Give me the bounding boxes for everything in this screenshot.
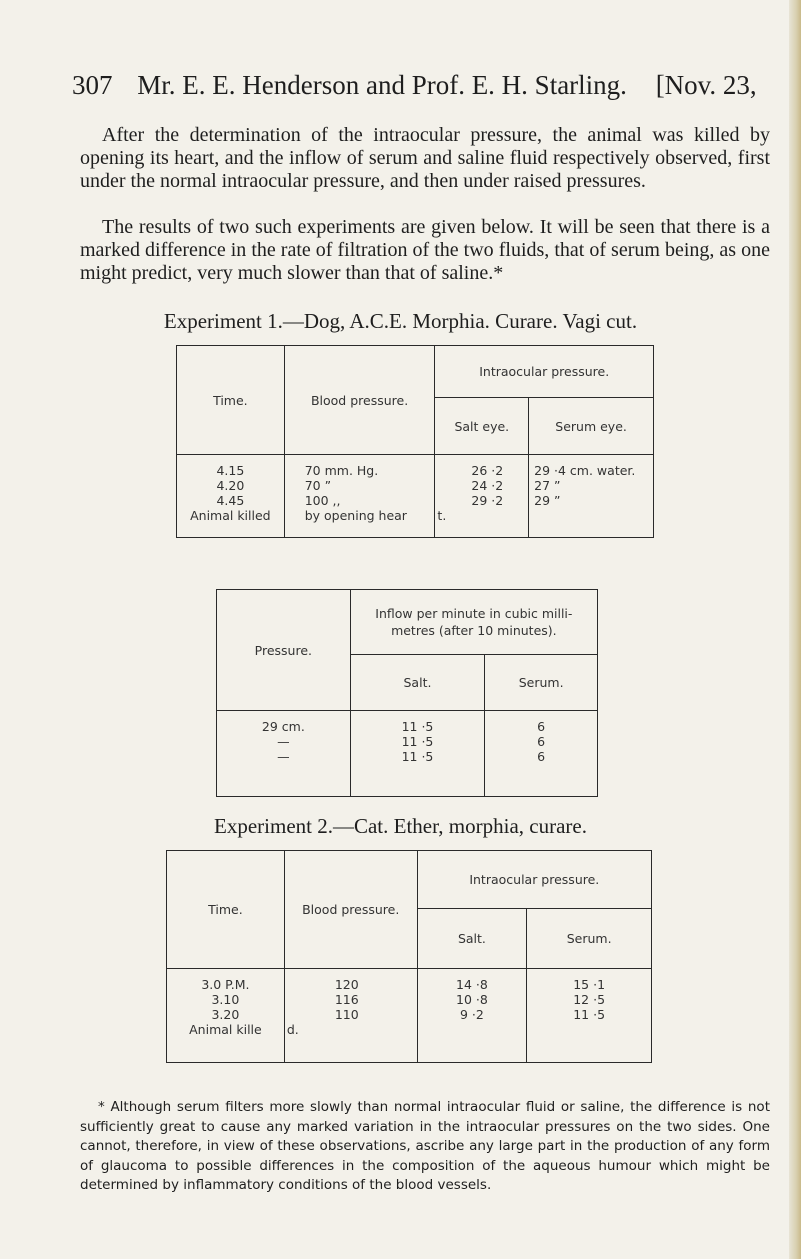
time-cell: Animal killed — [190, 508, 271, 523]
blood-pressure-cell: 100 ,, — [304, 493, 341, 508]
col-header-salt: Salt. — [350, 655, 485, 711]
salt-eye-column — [435, 455, 529, 538]
time-column — [177, 455, 285, 538]
time-cell: 4.45 — [216, 493, 245, 508]
serum-column — [527, 969, 652, 1063]
paragraph-1: After the determination of the intraocular pressure, the animal was killed by opening its heart, and the inflow of serum and saline fluid respectively observed, first under the normal intraocular pressure, and then under raised pressures. — [80, 124, 770, 192]
blood-pressure-cell: 120 — [334, 977, 359, 992]
running-header — [72, 70, 772, 101]
serum-eye-column — [529, 455, 654, 538]
serum-cell: 12 ·5 — [573, 992, 606, 1007]
serum-eye-cell: 29 ” — [534, 493, 561, 508]
col-header-blood-pressure: Blood pressure. — [284, 851, 417, 969]
experiment-1-pressure-table — [176, 345, 654, 538]
serum-eye-cell: 29 ·4 cm. water. — [534, 463, 636, 478]
running-title: Mr. E. E. Henderson and Prof. E. H. Starling. — [137, 70, 627, 100]
experiment-1-inflow-table — [216, 589, 598, 797]
salt-column — [417, 969, 527, 1063]
col-header-serum: Serum. — [485, 655, 598, 711]
blood-pressure-column — [284, 455, 435, 538]
col-header-serum-eye: Serum eye. — [529, 398, 654, 455]
salt-cell: 11 ·5 — [401, 749, 434, 764]
serum-cell: 15 ·1 — [573, 977, 606, 992]
salt-cell: 14 ·8 — [456, 977, 488, 992]
pressure-column — [217, 711, 351, 797]
time-column — [167, 969, 285, 1063]
col-header-intraocular-pressure: Intraocular pressure. — [417, 851, 651, 909]
col-header-intraocular-pressure: Intraocular pressure. — [435, 346, 654, 398]
paragraph-2: The results of two such experiments are given below. It will be seen that there is a marked difference in the rate of filtration of the two fluids, that of serum being, as one might predict, very much slower than that of saline.* — [80, 216, 770, 284]
serum-cell: 6 — [537, 719, 546, 734]
issue-date: [Nov. 23, — [655, 70, 757, 100]
pressure-cell: — — [277, 734, 290, 749]
page-number: 307 — [72, 70, 113, 100]
blood-pressure-cell: 116 — [334, 992, 359, 1007]
col-header-time: Time. — [177, 346, 285, 455]
blood-pressure-cell: 110 — [334, 1007, 359, 1022]
salt-eye-cell: 29 ·2 — [471, 493, 504, 508]
blood-pressure-cell: by opening hear — [304, 508, 407, 523]
pressure-cell: — — [277, 749, 290, 764]
serum-cell: 6 — [537, 734, 546, 749]
time-cell: 3.0 P.M. — [201, 977, 250, 992]
salt-cell: 11 ·5 — [401, 734, 434, 749]
serum-cell: 6 — [537, 749, 546, 764]
salt-cell: 11 ·5 — [401, 719, 434, 734]
pressure-cell: 29 cm. — [261, 719, 305, 734]
time-cell: 3.20 — [211, 1007, 240, 1022]
time-overflow: d. — [286, 1022, 299, 1037]
salt-cell: 10 ·8 — [456, 992, 488, 1007]
salt-column — [350, 711, 485, 797]
serum-eye-cell: 27 ” — [534, 478, 561, 493]
col-header-time: Time. — [167, 851, 285, 969]
serum-column — [485, 711, 598, 797]
time-cell: 4.15 — [216, 463, 245, 478]
col-header-inflow: Inflow per minute in cubic milli-metres (after 10 minutes). — [350, 590, 597, 655]
experiment-1-title: Experiment 1.—Dog, A.C.E. Morphia. Curare. Vagi cut. — [163, 309, 638, 333]
blood-pressure-cell: 70 mm. Hg. — [304, 463, 379, 478]
blood-pressure-overflow: t. — [437, 508, 447, 523]
time-cell: 3.10 — [211, 992, 240, 1007]
blood-pressure-column — [284, 969, 417, 1063]
time-cell: Animal kille — [189, 1022, 262, 1037]
col-header-blood-pressure: Blood pressure. — [284, 346, 435, 455]
col-header-salt-eye: Salt eye. — [435, 398, 529, 455]
footnote: * Although serum filters more slowly than normal intraocular fluid or saline, the difference is not sufficiently great to cause any marked variation in the intraocular pressures on the two sides. One cannot, therefore, in view of these observations, ascribe any large part in the production of any form of glaucoma to possible differences in the composition of the aqueous humour which might be determined by inflammatory conditions of the blood vessels. — [80, 1099, 770, 1193]
page-edge-shadow — [789, 0, 801, 1259]
time-cell: 4.20 — [216, 478, 245, 493]
experiment-2-title: Experiment 2.—Cat. Ether, morphia, curare. — [214, 814, 587, 838]
col-header-serum: Serum. — [527, 909, 652, 969]
salt-eye-cell: 26 ·2 — [471, 463, 504, 478]
serum-cell: 11 ·5 — [573, 1007, 606, 1022]
col-header-pressure: Pressure. — [217, 590, 351, 711]
salt-eye-cell: 24 ·2 — [471, 478, 504, 493]
col-header-salt: Salt. — [417, 909, 527, 969]
salt-cell: 9 ·2 — [460, 1007, 484, 1022]
experiment-2-pressure-table — [166, 850, 652, 1063]
blood-pressure-cell: 70 ” — [304, 478, 332, 493]
